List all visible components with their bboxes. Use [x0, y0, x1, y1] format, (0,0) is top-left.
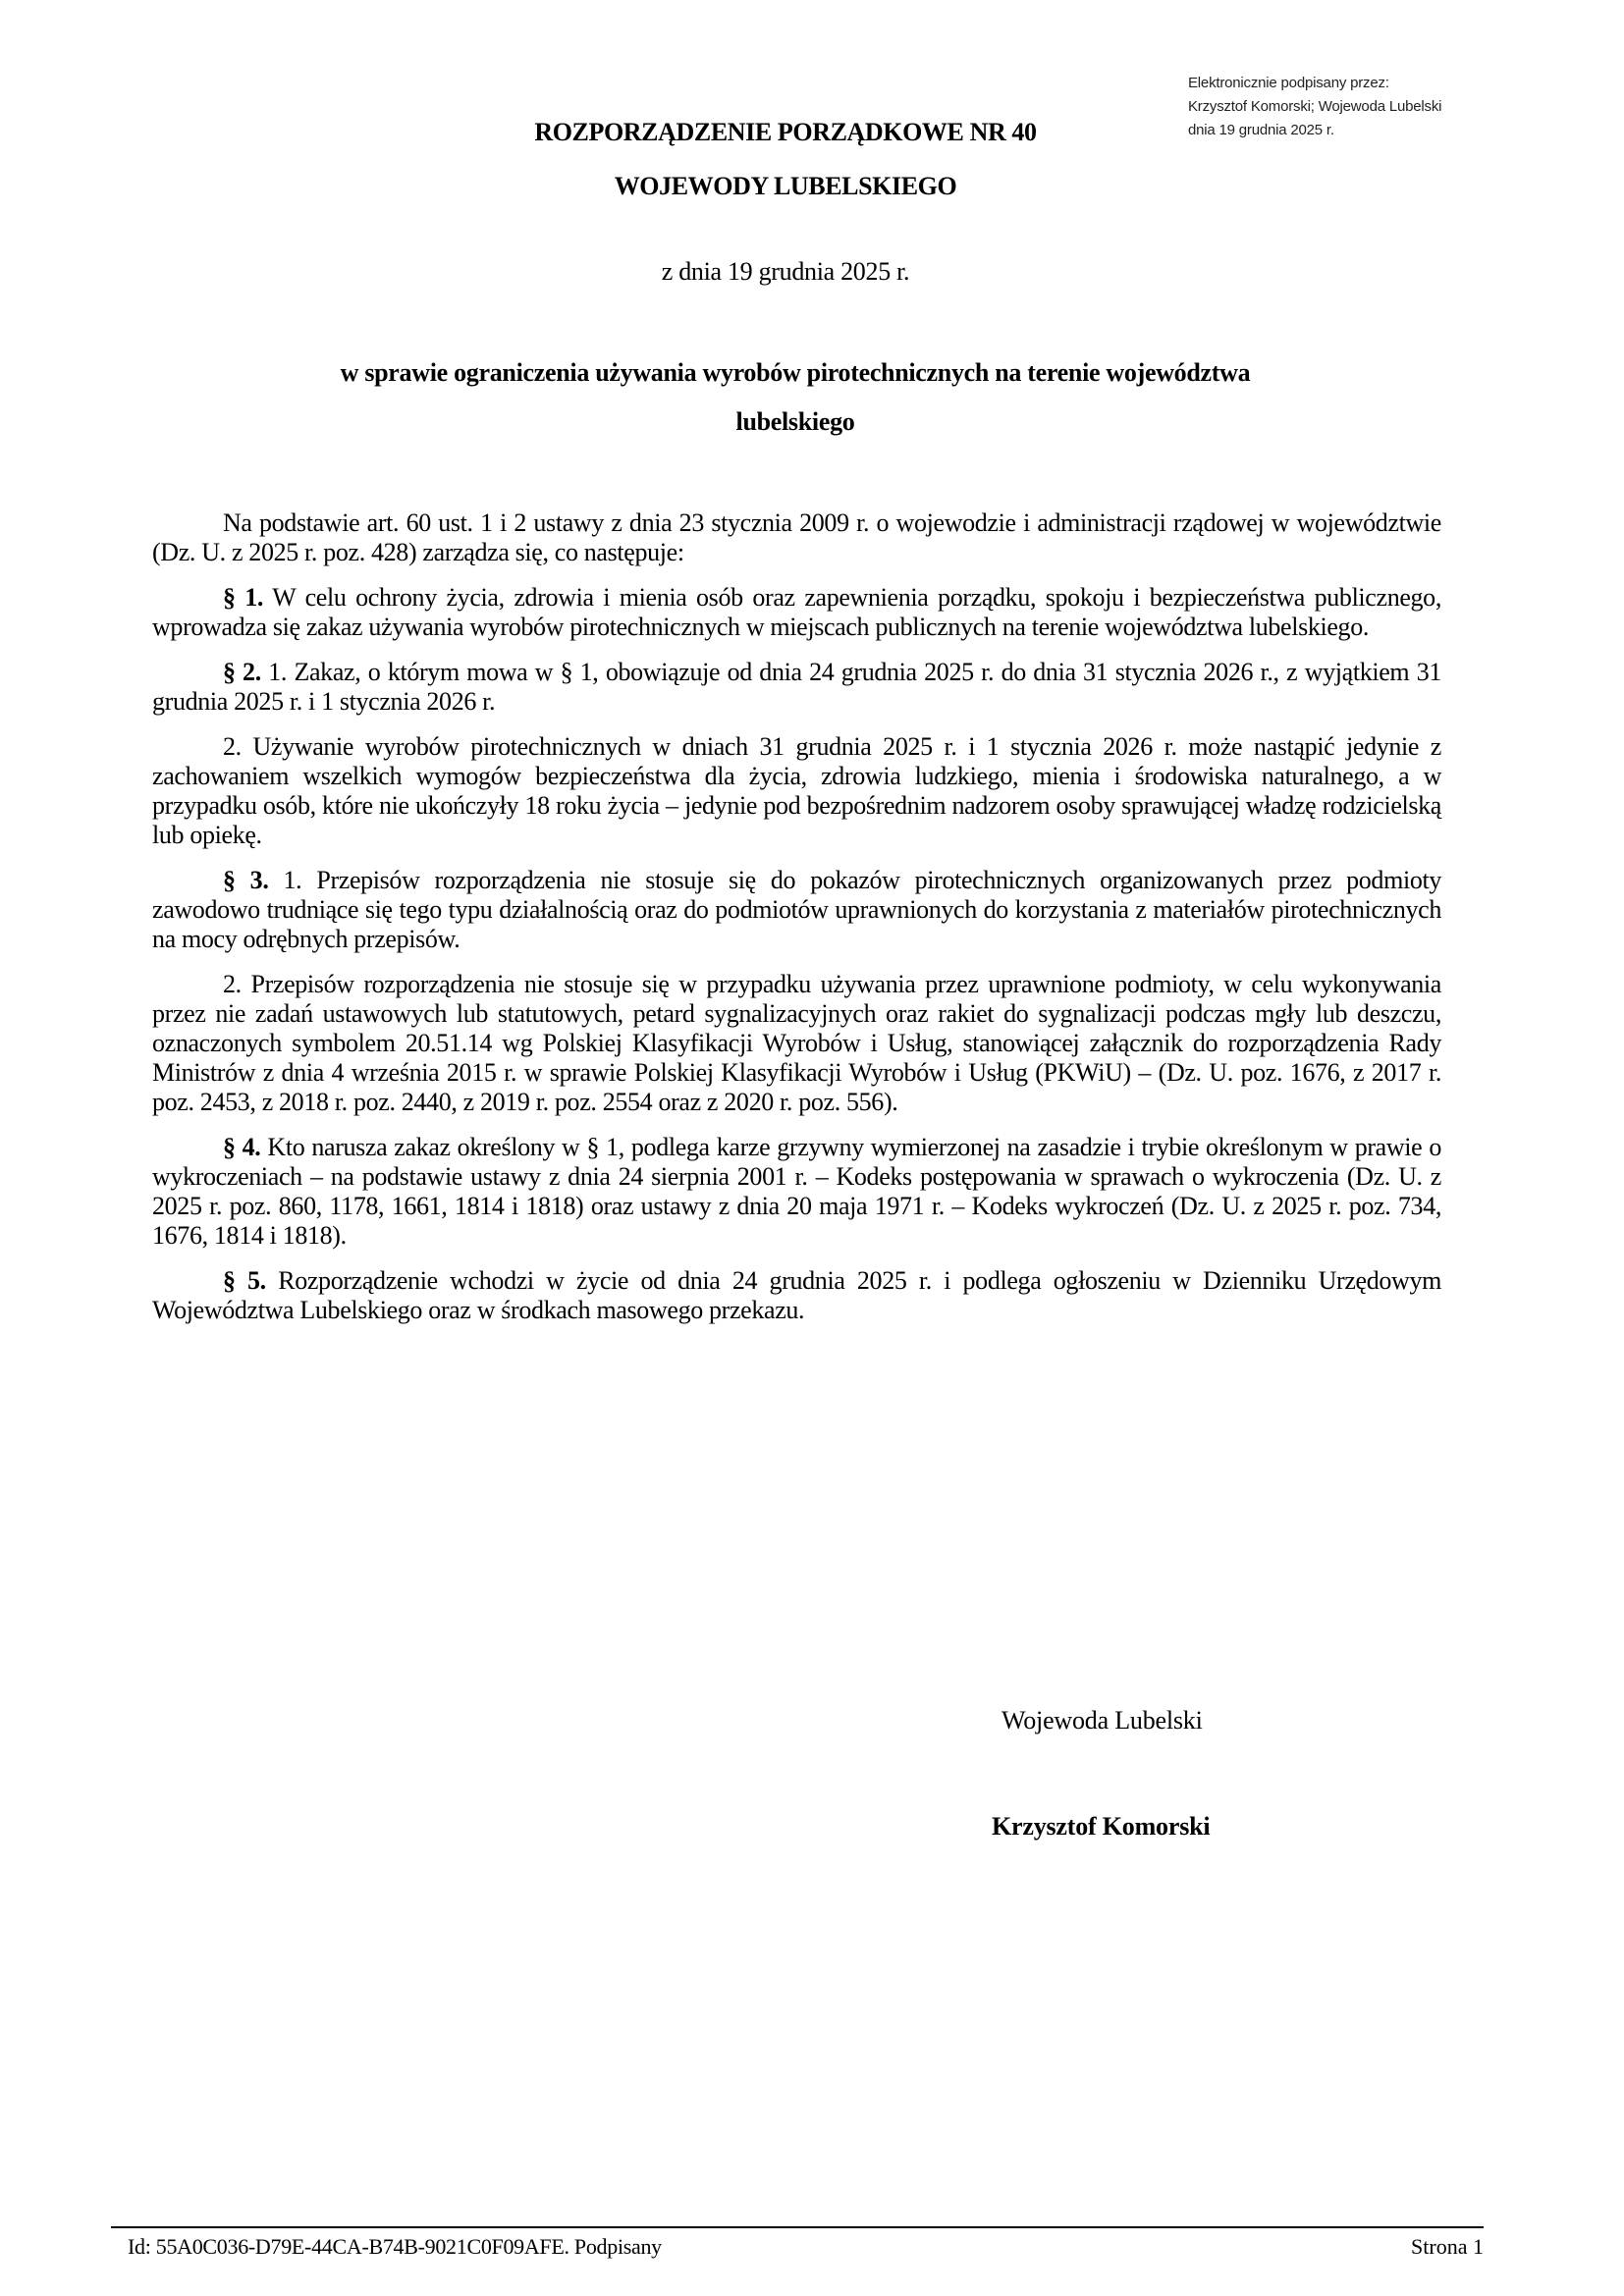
section-marker: § 4. [223, 1133, 261, 1161]
footer-document-id: Id: 55A0C036-D79E-44CA-B74B-9021C0F09AFE. Podpisany [128, 2234, 662, 2259]
document-issuer: WOJEWODY LUBELSKIEGO [614, 172, 957, 200]
section-3-point-2 [152, 970, 1441, 1117]
section-2-paragraph [152, 658, 1441, 717]
section-marker: § 2. [223, 658, 261, 686]
subject-line-2: lubelskiego [735, 407, 855, 436]
document-date: z dnia 19 grudnia 2025 r. [661, 257, 910, 286]
section-marker: § 1. [223, 583, 264, 612]
section-marker: § 3. [223, 866, 269, 894]
section-text: 1. Przepisów rozporządzenia nie stosuje się do pokazów pirotechnicznych organizowanych przez podmioty zawodowo trudniące się tego typu działalnością oraz do podmiotów uprawnionych do korzystania z materiałów pirotechnicznych na mocy odrębnych przepisów. [152, 866, 1441, 953]
section-3-paragraph [152, 866, 1441, 954]
section-5-paragraph [152, 1266, 1441, 1325]
section-text: 1. Zakaz, o którym mowa w § 1, obowiązuje od dnia 24 grudnia 2025 r. do dnia 31 stycznia 2026 r., z wyjątkiem 31 grudnia 2025 r. i 1 stycznia 2026 r. [152, 658, 1441, 716]
signatory-name: Krzysztof Komorski [992, 1812, 1211, 1841]
section-text: 2. Używanie wyrobów pirotechnicznych w dniach 31 grudnia 2025 r. i 1 stycznia 2026 r. może nastąpić jedynie z zachowaniem wszelkich wymogów bezpieczeństwa dla życia, zdrowia ludzkiego, mienia i środowiska naturalnego, a w przypadku osób, które nie ukończyły 18 roku życia – jedynie pod bezpośrednim nadzorem osoby sprawującej władzę rodzicielską lub opiekę. [152, 732, 1441, 849]
footer-page-number: Strona 1 [1411, 2234, 1484, 2259]
document-body [152, 508, 1441, 1341]
section-text: W celu ochrony życia, zdrowia i mienia osób oraz zapewnienia porządku, spokoju i bezpieczeństwa publicznego, wprowadza się zakaz używania wyrobów pirotechnicznych w miejscach publicznych na terenie województwa lubelskiego. [152, 583, 1441, 641]
section-text: 2. Przepisów rozporządzenia nie stosuje się w przypadku używania przez uprawnione podmioty, w celu wykonywania przez nie zadań ustawowych lub statutowych, petard sygnalizacyjnych oraz rakiet do sygnalizacji podczas mgły lub deszczu, oznaczonych symbolem 20.51.14 wg Polskiej Klasyfikacji Wyrobów i Usług, stanowiącej załącznik do rozporządzenia Rady Ministrów z dnia 4 września 2015 r. w sprawie Polskiej Klasyfikacji Wyrobów i Usług (PKWiU) – (Dz. U. poz. 1676, z 2017 r. poz. 2453, z 2018 r. poz. 2440, z 2019 r. poz. 2554 oraz z 2020 r. poz. 556). [152, 970, 1441, 1116]
section-1-paragraph [152, 583, 1441, 642]
section-text: Rozporządzenie wchodzi w życie od dnia 24 grudnia 2025 r. i podlega ogłoszeniu w Dzienniku Urzędowym Województwa Lubelskiego oraz w środkach masowego przekazu. [152, 1266, 1441, 1324]
section-marker: § 5. [223, 1266, 266, 1295]
footer-divider [111, 2226, 1484, 2228]
signature-stamp-line: Elektronicznie podpisany przez: [1188, 75, 1389, 91]
document-subject [196, 348, 1394, 447]
signature-stamp-signer: Krzysztof Komorski; Wojewoda Lubelski [1188, 98, 1442, 115]
section-text: Kto narusza zakaz określony w § 1, podlega karze grzywny wymierzonej na zasadzie i trybie określonym w prawie o wykroczeniach – na podstawie ustawy z dnia 24 sierpnia 2001 r. – Kodeks postępowania w sprawach o wykroczenia (Dz. U. z 2025 r. poz. 860, 1178, 1661, 1814 i 1818) oraz ustawy z dnia 20 maja 1971 r. – Kodeks wykroczeń (Dz. U. z 2025 r. poz. 734, 1676, 1814 i 1818). [152, 1133, 1441, 1250]
subject-line-1: w sprawie ograniczenia używania wyrobów pirotechnicznych na terenie województwa [340, 358, 1251, 387]
legal-basis-paragraph: Na podstawie art. 60 ust. 1 i 2 ustawy z dnia 23 stycznia 2009 r. o wojewodzie i administracji rządowej w województwie (Dz. U. z 2025 r. poz. 428) zarządza się, co następuje: [152, 508, 1441, 566]
signatory-office: Wojewoda Lubelski [1001, 1706, 1203, 1735]
section-2-point-2 [152, 732, 1441, 850]
section-4-paragraph [152, 1133, 1441, 1251]
document-title: ROZPORZĄDZENIE PORZĄDKOWE NR 40 [534, 118, 1037, 146]
signature-stamp-date: dnia 19 grudnia 2025 r. [1188, 122, 1334, 138]
